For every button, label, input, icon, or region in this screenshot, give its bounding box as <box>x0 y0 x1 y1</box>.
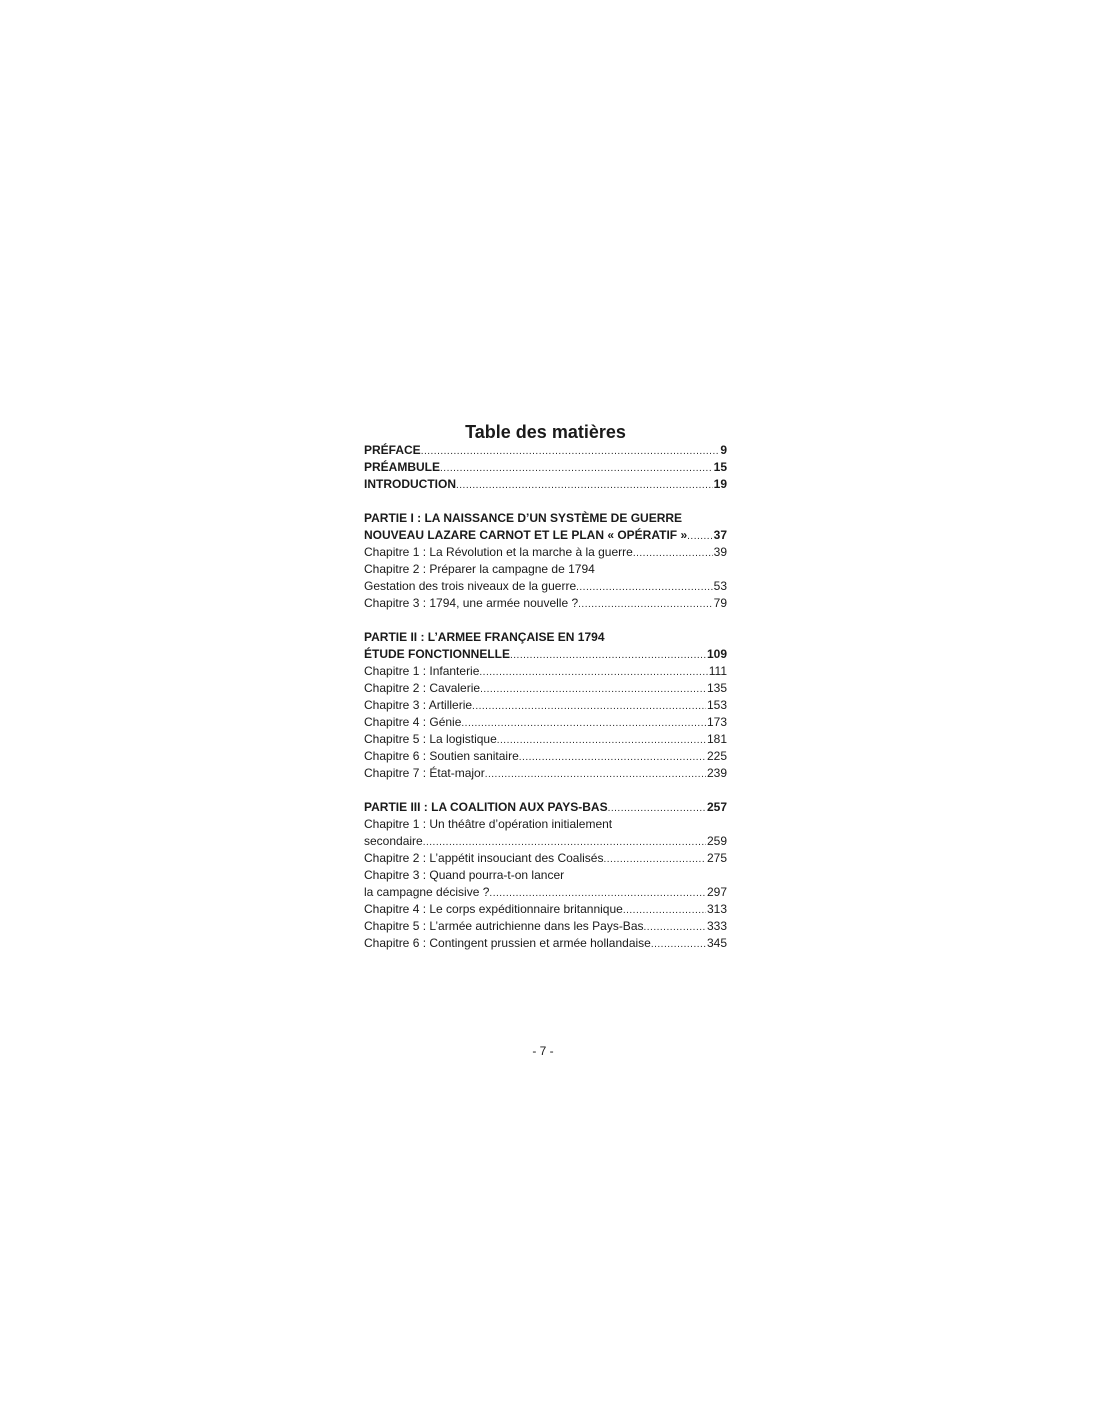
dot-leader <box>651 935 706 953</box>
toc-chapter[interactable] <box>364 901 727 918</box>
toc-entry-introduction[interactable] <box>364 476 727 493</box>
toc-page-number: 39 <box>713 545 727 559</box>
toc-entry-label: Chapitre 4 : Génie <box>364 715 462 729</box>
toc-page-number: 15 <box>713 460 727 474</box>
toc-chapter[interactable] <box>364 697 727 714</box>
dot-leader <box>461 714 706 732</box>
toc-page-number: 19 <box>713 477 727 491</box>
toc-chapter-continuation[interactable] <box>364 578 727 595</box>
toc-entry-label: ÉTUDE FONCTIONNELLE <box>364 647 510 661</box>
toc-page-number: 173 <box>706 715 727 729</box>
dot-leader <box>479 663 707 681</box>
toc-page-number: 313 <box>706 902 727 916</box>
dot-leader <box>423 833 706 851</box>
toc-page-number: 297 <box>706 885 727 899</box>
toc-part-3-heading[interactable] <box>364 799 727 816</box>
dot-leader <box>644 918 706 936</box>
toc-chapter[interactable] <box>364 816 727 833</box>
section-spacer <box>364 612 727 629</box>
toc-part-2-heading[interactable] <box>364 629 727 646</box>
toc-page-number: 257 <box>706 800 727 814</box>
dot-leader <box>456 476 713 494</box>
dot-leader <box>497 731 706 749</box>
toc-entry-label: Chapitre 4 : Le corps expéditionnaire britannique <box>364 902 623 916</box>
toc-chapter[interactable] <box>364 765 727 782</box>
toc-part-2-subheading[interactable] <box>364 646 727 663</box>
toc-entry-label: Chapitre 2 : Préparer la campagne de 1794 <box>364 562 595 576</box>
dot-leader <box>578 595 712 613</box>
toc-page-number: 135 <box>706 681 727 695</box>
toc-page-number: 239 <box>706 766 727 780</box>
page-title: Table des matières <box>465 422 626 442</box>
toc-chapter[interactable] <box>364 544 727 561</box>
toc-chapter[interactable] <box>364 748 727 765</box>
dot-leader <box>608 799 706 817</box>
toc-entry-label: Chapitre 6 : Soutien sanitaire <box>364 749 519 763</box>
toc-page-number: 111 <box>708 664 727 678</box>
toc-part-1-heading[interactable] <box>364 510 727 527</box>
toc-chapter[interactable] <box>364 935 727 952</box>
toc-page-number: 275 <box>706 851 727 865</box>
toc-chapter[interactable] <box>364 714 727 731</box>
toc-chapter[interactable] <box>364 561 727 578</box>
dot-leader <box>421 442 720 460</box>
dot-leader <box>485 765 706 783</box>
toc-chapter[interactable] <box>364 731 727 748</box>
dot-leader <box>440 459 713 477</box>
toc-entry-label: Chapitre 6 : Contingent prussien et armée hollandaise <box>364 936 651 950</box>
toc-entry-label: Chapitre 2 : Cavalerie <box>364 681 481 695</box>
dot-leader <box>633 544 713 562</box>
toc-entry-preface[interactable] <box>364 442 727 459</box>
toc-entry-label: Gestation des trois niveaux de la guerre <box>364 579 577 593</box>
toc-page-number: 53 <box>713 579 727 593</box>
toc-entry-label: PRÉAMBULE <box>364 460 441 474</box>
dot-leader <box>489 884 706 902</box>
toc-entry-label: Chapitre 2 : L’appétit insouciant des Coalisés <box>364 851 604 865</box>
page-number-footer: - 7 - <box>532 1044 554 1058</box>
dot-leader <box>480 680 706 698</box>
toc-entry-label: PARTIE I : LA NAISSANCE D’UN SYSTÈME DE GUERRE <box>364 511 683 525</box>
toc-entry-label: Chapitre 1 : Infanterie <box>364 664 480 678</box>
toc-entry-label: Chapitre 1 : La Révolution et la marche à la guerre <box>364 545 633 559</box>
toc-entry-label: PARTIE II : L’ARMEE FRANÇAISE EN 1794 <box>364 630 605 644</box>
toc-entry-preambule[interactable] <box>364 459 727 476</box>
toc-page-number: 79 <box>713 596 727 610</box>
dot-leader <box>603 850 705 868</box>
toc-entry-label: Chapitre 3 : Artillerie <box>364 698 473 712</box>
toc-entry-label: la campagne décisive ? <box>364 885 490 899</box>
dot-leader <box>623 901 706 919</box>
toc-chapter[interactable] <box>364 850 727 867</box>
table-of-contents <box>364 442 727 952</box>
toc-chapter[interactable] <box>364 867 727 884</box>
dot-leader <box>510 646 706 664</box>
toc-chapter[interactable] <box>364 595 727 612</box>
toc-page-number: 333 <box>706 919 727 933</box>
toc-entry-label: Chapitre 5 : L’armée autrichienne dans les Pays-Bas <box>364 919 644 933</box>
toc-chapter[interactable] <box>364 680 727 697</box>
section-spacer <box>364 493 727 510</box>
toc-page-number: 153 <box>706 698 727 712</box>
toc-page-number: 9 <box>720 443 727 457</box>
toc-part-1-subheading[interactable] <box>364 527 727 544</box>
toc-entry-label: PARTIE III : LA COALITION AUX PAYS-BAS <box>364 800 608 814</box>
toc-page-number: 225 <box>706 749 727 763</box>
dot-leader <box>576 578 713 596</box>
dot-leader <box>519 748 706 766</box>
toc-page-number: 109 <box>706 647 727 661</box>
toc-entry-label: Chapitre 5 : La logistique <box>364 732 497 746</box>
toc-entry-label: NOUVEAU LAZARE CARNOT ET LE PLAN « OPÉRATIF » <box>364 528 688 542</box>
toc-chapter-continuation[interactable] <box>364 833 727 850</box>
toc-page-number: 259 <box>706 834 727 848</box>
toc-entry-label: secondaire <box>364 834 423 848</box>
section-spacer <box>364 782 727 799</box>
toc-entry-label: INTRODUCTION <box>364 477 456 491</box>
toc-chapter[interactable] <box>364 918 727 935</box>
dot-leader <box>687 527 713 545</box>
toc-chapter[interactable] <box>364 663 727 680</box>
toc-entry-label: Chapitre 3 : Quand pourra-t-on lancer <box>364 868 565 882</box>
toc-entry-label: Chapitre 7 : État-major <box>364 766 485 780</box>
toc-entry-label: PRÉFACE <box>364 443 421 457</box>
toc-page-number: 345 <box>706 936 727 950</box>
toc-entry-label: Chapitre 1 : Un théâtre d’opération initialement <box>364 817 613 831</box>
toc-page-number: 37 <box>713 528 727 542</box>
toc-page-number: 181 <box>706 732 727 746</box>
toc-entry-label: Chapitre 3 : 1794, une armée nouvelle ? <box>364 596 579 610</box>
toc-chapter-continuation[interactable] <box>364 884 727 901</box>
dot-leader <box>472 697 706 715</box>
